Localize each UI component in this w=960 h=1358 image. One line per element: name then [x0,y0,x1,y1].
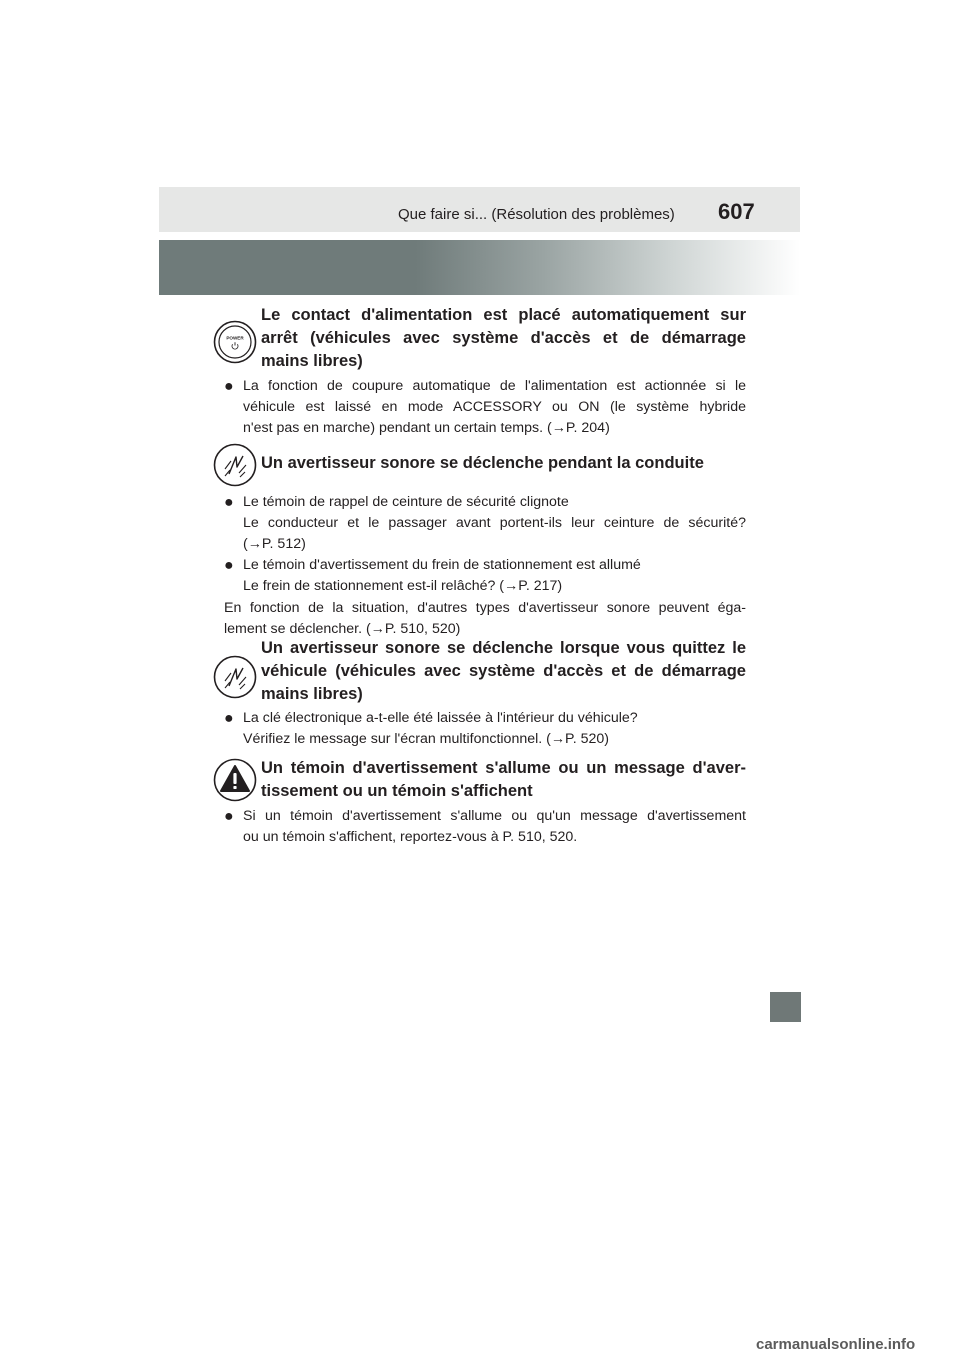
warning-triangle-icon [213,758,257,802]
watermark: carmanualsonline.info [756,1336,916,1353]
section-title-warning-light: Un témoin d'avertissement s'allume ou un message d'aver- tissement ou un témoin s'affichent [261,759,746,800]
power-switch-label: POWER [226,335,244,341]
section-title-buzzer-leaving: Un avertisseur sonore se déclenche lorsque vous quittez le véhicule (véhicules avec système d'accès et de démarrage mains libres) [261,639,746,703]
chapter-side-tab [770,992,801,1022]
bullet-glyph: ● [224,557,234,574]
bullet-glyph: ● [224,710,234,727]
list-item: ● La clé électronique a-t-elle été laissée à l'intérieur du véhicule? Vérifiez le message sur l'écran multifonctionnel. (→P. 520) [224,710,638,747]
list-item: ● Si un témoin d'avertissement s'allume ou qu'un message d'avertissement ou un témoin s'affichent, reportez-vous à P. 510, 520. [224,808,746,845]
buzzer-sound-icon [213,443,257,487]
list-item: ● Le témoin de rappel de ceinture de sécurité clignote Le conducteur et le passager avant portent-ils leur ceinture de sécurité? (→P. 512) [224,494,746,552]
header-section-title: Que faire si... (Résolution des problèmes) [398,206,675,223]
section-title-power-off: Le contact d'alimentation est placé automatiquement sur arrêt (véhicules avec système d'accès et de démarrage mains libres) [261,306,746,370]
bullet-glyph: ● [224,378,234,395]
list-item: ● La fonction de coupure automatique de l'alimentation est actionnée si le véhicule est laissé en mode ACCESSORY ou ON (le système hybride n'est pas en marche) pendant un certain temps. (→P. 204) [224,378,746,436]
list-item: ● Le témoin d'avertissement du frein de stationnement est allumé Le frein de stationnement est-il relâché? (→P. 217) [224,557,641,594]
bullet-glyph: ● [224,808,234,825]
page-number: 607 [718,199,755,224]
buzzer-sound-icon [213,655,257,699]
power-switch-icon [213,320,257,364]
note-paragraph: En fonction de la situation, d'autres types d'avertisseur sonore peuvent éga- lement se déclencher. (→P. 510, 520) [224,600,746,637]
bullet-glyph: ● [224,494,234,511]
section-title-buzzer-driving: Un avertisseur sonore se déclenche pendant la conduite [261,454,704,472]
decorative-gradient-bar [159,240,800,295]
